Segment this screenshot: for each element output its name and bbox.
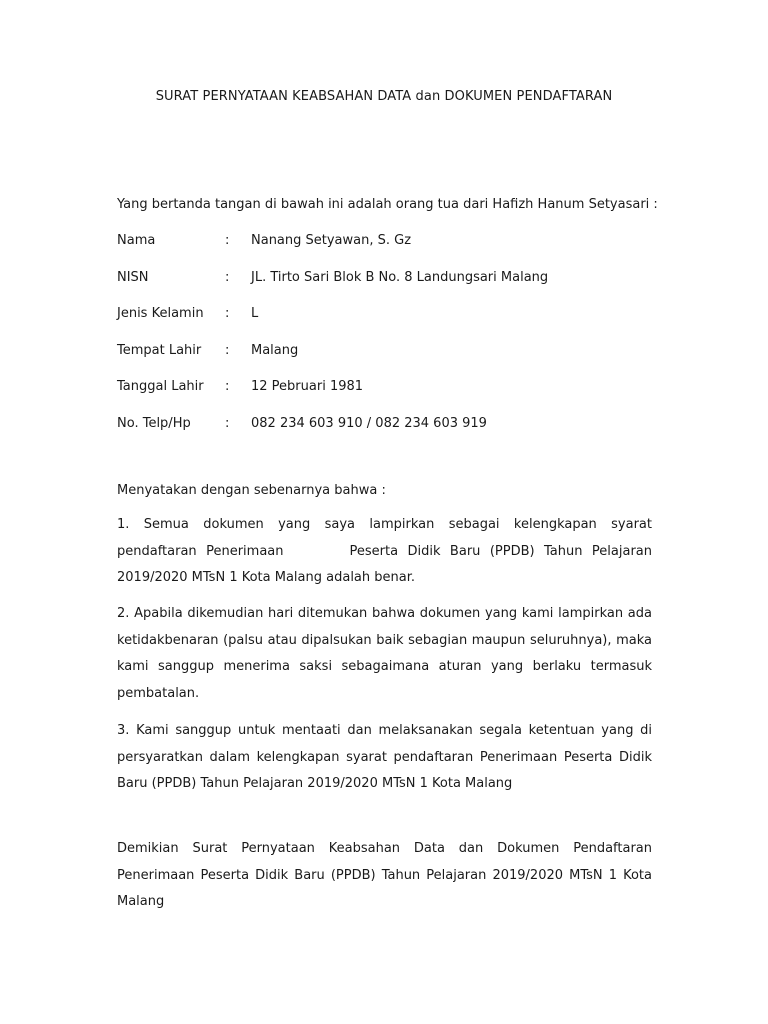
statement-2: 2. Apabila dikemudian hari ditemukan bahwa dokumen yang kami lampirkan ada ketidakbenaran (palsu atau dipalsukan baik sebagian maupun seluruhnya), maka kami sanggup menerima saksi sebagaimana aturan yang berlaku termasuk pembatalan. bbox=[117, 606, 652, 701]
field-row-tanggal-lahir bbox=[117, 379, 657, 416]
field-row-nisn bbox=[117, 270, 657, 307]
field-value: JL. Tirto Sari Blok B No. 8 Landungsari Malang bbox=[251, 269, 549, 285]
document-title: SURAT PERNYATAAN KEABSAHAN DATA dan DOKUMEN PENDAFTARAN bbox=[155, 89, 613, 104]
field-row-tempat-lahir bbox=[117, 343, 657, 380]
field-value: Nanang Setyawan, S. Gz bbox=[251, 233, 412, 248]
field-value: 082 234 603 910 / 082 234 603 919 bbox=[251, 415, 487, 431]
field-row-nama bbox=[117, 233, 657, 270]
field-value: Malang bbox=[251, 342, 299, 358]
field-colon: : bbox=[225, 379, 230, 395]
field-row-telp bbox=[117, 416, 657, 453]
field-value: 12 Pebruari 1981 bbox=[251, 379, 364, 395]
field-label: Jenis Kelamin bbox=[117, 306, 204, 322]
field-label: No. Telp/Hp bbox=[117, 415, 191, 431]
field-label: Tanggal Lahir bbox=[117, 379, 204, 395]
field-colon: : bbox=[225, 415, 230, 431]
intro-text: Yang bertanda tangan di bawah ini adalah orang tua dari Hafizh Hanum Setyasari : bbox=[117, 197, 658, 212]
field-row-jenis-kelamin bbox=[117, 306, 657, 343]
closing-paragraph: Demikian Surat Pernyataan Keabsahan Data dan Dokumen Pendaftaran Penerimaan Peserta Didik Baru (PPDB) Tahun Pelajaran 2019/2020 MTsN 1 Kota Malang bbox=[117, 841, 652, 909]
statement-1: 1. Semua dokumen yang saya lampirkan sebagai kelengkapan syarat pendaftaran Penerimaan Peserta Didik Baru (PPDB) Tahun Pelajaran 2019/2020 MTsN 1 Kota Malang adalah benar. bbox=[117, 517, 652, 585]
field-value: L bbox=[251, 306, 259, 322]
statement-3: 3. Kami sanggup untuk mentaati dan melaksanakan segala ketentuan yang di persyaratkan dalam kelengkapan syarat pendaftaran Penerimaan Peserta Didik Baru (PPDB) Tahun Pelajaran 2019/2020 MTsN 1 Kota Malang bbox=[117, 723, 652, 791]
field-label: Tempat Lahir bbox=[117, 342, 202, 358]
identity-fields bbox=[117, 233, 657, 453]
field-colon: : bbox=[225, 342, 230, 358]
field-label: Nama bbox=[117, 233, 156, 248]
field-label: NISN bbox=[117, 269, 149, 285]
field-colon: : bbox=[225, 233, 230, 248]
statement-intro: Menyatakan dengan sebenarnya bahwa : bbox=[117, 483, 386, 498]
field-colon: : bbox=[225, 269, 230, 285]
field-colon: : bbox=[225, 306, 230, 322]
